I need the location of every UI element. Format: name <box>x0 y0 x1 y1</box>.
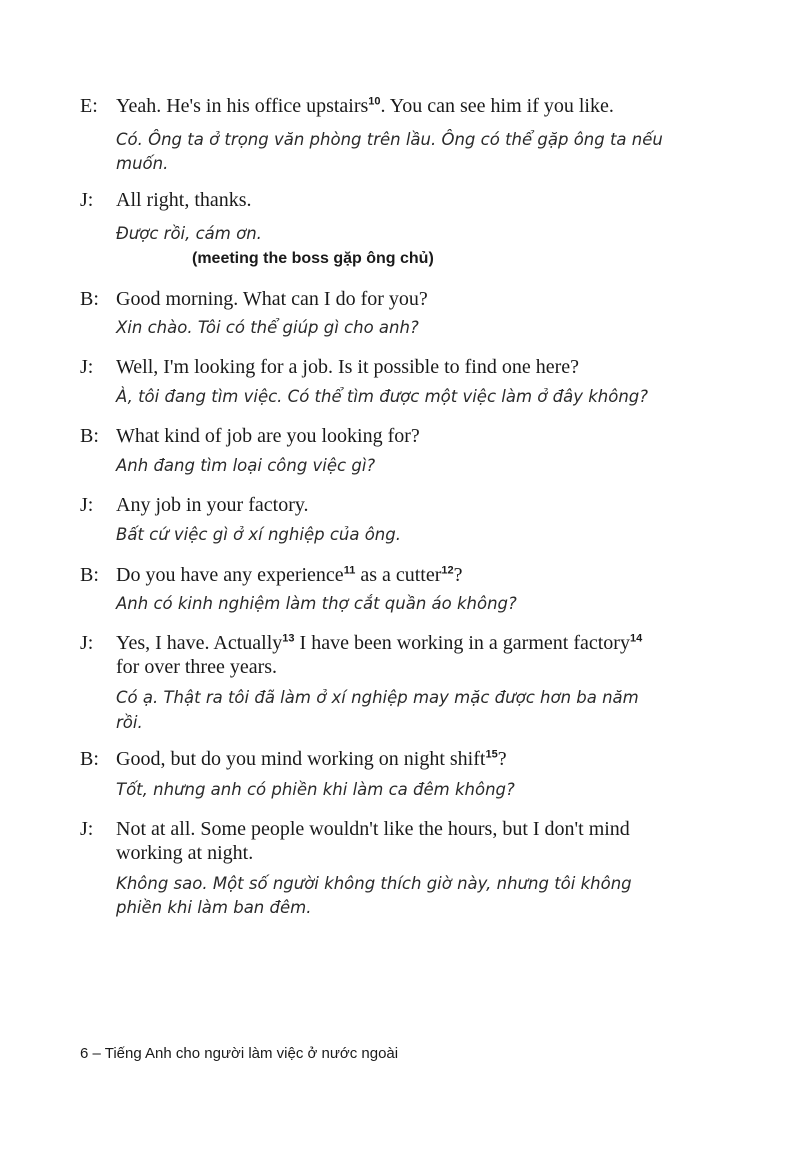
english-line <box>116 94 614 118</box>
english-line <box>116 493 309 517</box>
english-text: Not at all. Some people wouldn't like the hours, but I don't mind <box>116 818 630 840</box>
vietnamese-line: Không sao. Một số người không thích giờ này, nhưng tôi không <box>116 874 632 893</box>
english-line <box>116 655 277 679</box>
speaker-label: B: <box>80 425 99 447</box>
english-text: working at night. <box>116 842 254 864</box>
vietnamese-line: phiền khi làm ban đêm. <box>116 898 312 917</box>
page-footer: 6 – Tiếng Anh cho người làm việc ở nước ngoài <box>80 1045 399 1062</box>
english-line <box>116 841 253 865</box>
vietnamese-line: Có. Ông ta ở trọng văn phòng trên lầu. Ông có thể gặp ông ta nếu <box>116 130 663 149</box>
english-text: . You can see him if you like. <box>380 95 614 117</box>
english-line <box>116 424 420 448</box>
speaker-label: J: <box>80 189 94 211</box>
speaker-label: J: <box>80 356 94 378</box>
english-line <box>116 631 642 655</box>
footnote-marker: 10 <box>368 95 381 108</box>
vietnamese-line: muốn. <box>116 154 169 173</box>
speaker-label: B: <box>80 748 99 770</box>
speaker-label: J: <box>80 632 94 654</box>
vietnamese-line: Có ạ. Thật ra tôi đã làm ở xí nghiệp may mặc được hơn ba năm <box>116 688 639 707</box>
footnote-marker: 14 <box>629 632 643 645</box>
english-text: I have been working in a garment factory <box>294 632 630 654</box>
vietnamese-line: Anh đang tìm loại công việc gì? <box>116 456 376 475</box>
english-text: ? <box>497 748 507 770</box>
vietnamese-line: Tốt, nhưng anh có phiền khi làm ca đêm không? <box>116 780 515 799</box>
english-text: Yes, I have. Actually <box>116 632 283 654</box>
footnote-marker: 13 <box>282 632 295 645</box>
english-text: for over three years. <box>116 656 278 678</box>
english-text: Well, I'm looking for a job. Is it possible to find one here? <box>116 356 580 378</box>
english-line <box>116 817 630 841</box>
english-line <box>116 287 428 311</box>
vietnamese-line: Bất cứ việc gì ở xí nghiệp của ông. <box>116 525 401 544</box>
english-text: as a cutter <box>355 564 442 586</box>
speaker-label: B: <box>80 564 99 586</box>
footnote-marker: 12 <box>441 564 454 577</box>
english-line <box>116 188 252 212</box>
speaker-label: E: <box>80 95 98 117</box>
english-text: Good morning. What can I do for you? <box>116 288 428 310</box>
english-line <box>116 563 463 587</box>
vietnamese-line: rồi. <box>116 713 143 732</box>
english-text: ? <box>453 564 463 586</box>
vietnamese-line: À, tôi đang tìm việc. Có thể tìm được một việc làm ở đây không? <box>116 387 649 406</box>
speaker-label: J: <box>80 494 94 516</box>
english-text: Good, but do you mind working on night shift <box>116 748 486 770</box>
vietnamese-line: Anh có kinh nghiệm làm thợ cắt quần áo không? <box>116 594 517 613</box>
english-line <box>116 355 579 379</box>
speaker-label: J: <box>80 818 94 840</box>
speaker-label: B: <box>80 288 99 310</box>
footnote-marker: 15 <box>485 748 498 761</box>
english-text: All right, thanks. <box>116 189 252 211</box>
english-text: Do you have any experience <box>116 564 344 586</box>
english-text: Yeah. He's in his office upstairs <box>116 95 369 117</box>
english-text: Any job in your factory. <box>116 494 309 516</box>
vietnamese-line: Được rồi, cám ơn. <box>116 224 262 243</box>
footnote-marker: 11 <box>343 564 356 577</box>
english-text: What kind of job are you looking for? <box>116 425 420 447</box>
section-heading: (meeting the boss gặp ông chủ) <box>192 250 434 267</box>
english-line <box>116 747 507 771</box>
vietnamese-line: Xin chào. Tôi có thể giúp gì cho anh? <box>116 318 419 337</box>
